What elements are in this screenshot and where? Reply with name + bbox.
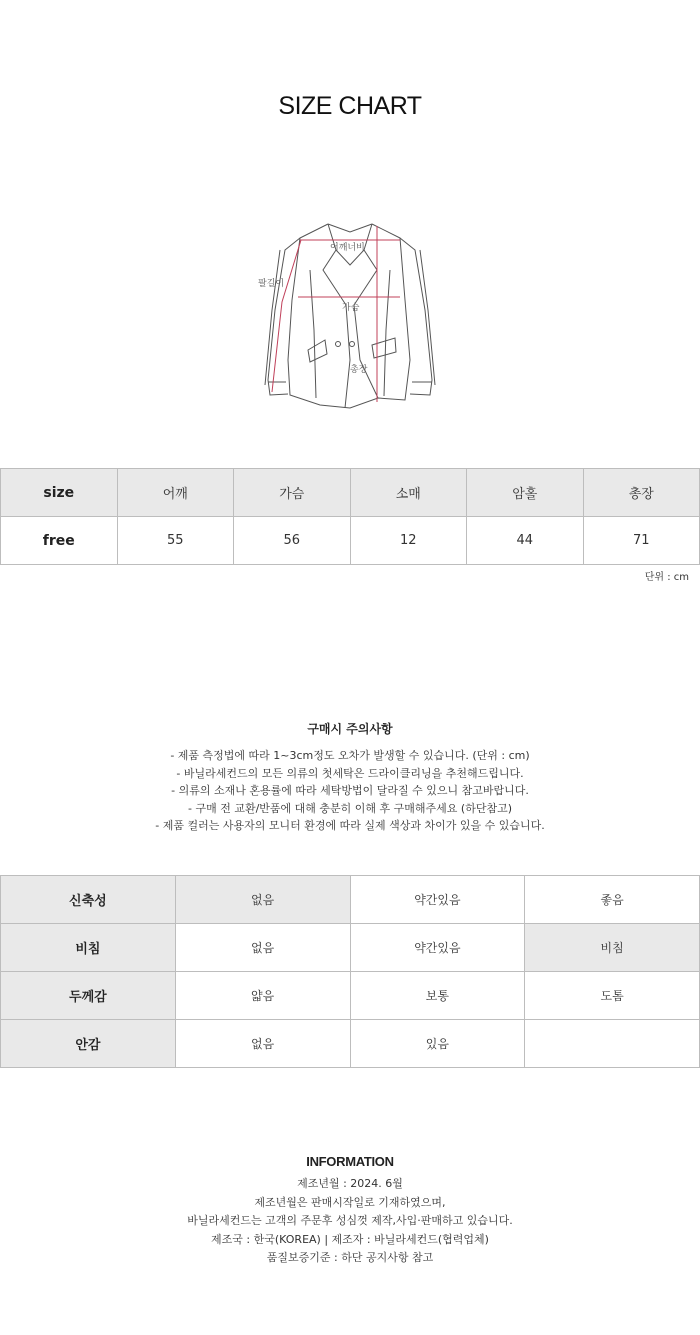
attr-row-lining (1, 1020, 700, 1068)
jacket-outline-illustration (250, 210, 450, 420)
note-line: - 제품 측정법에 따라 1~3cm정도 오차가 발생할 수 있습니다. (단위 : cm) (170, 749, 530, 762)
length-value-cell: 71 (583, 517, 700, 565)
info-line: 제조국 : 한국(KOREA) | 제조자 : 바닐라세컨드(협력업체) (211, 1232, 489, 1246)
armhole-value-cell: 44 (467, 517, 584, 565)
size-table-header-row (1, 469, 700, 517)
attr-option: 약간있음 (350, 876, 525, 924)
attr-label: 비침 (1, 924, 176, 972)
attr-option: 약간있음 (350, 924, 525, 972)
length-header-cell: 총장 (583, 469, 700, 517)
table-row (1, 517, 700, 565)
attr-row-stretch (1, 876, 700, 924)
shoulder-value-cell: 55 (117, 517, 234, 565)
note-line: - 의류의 소재나 혼용률에 따라 세탁방법이 달라질 수 있으니 참고바랍니다. (171, 784, 529, 797)
unit-label: 단위 : cm (644, 572, 689, 583)
attr-option: 좋음 (525, 876, 700, 924)
page-title: SIZE CHART (278, 92, 422, 120)
attr-row-thickness (1, 972, 700, 1020)
diagram-label-sleeve: 팔길이 (258, 279, 285, 289)
attr-label: 신축성 (1, 876, 176, 924)
info-line: 제조년월은 판매시작일로 기재하였으며, (254, 1195, 446, 1209)
note-line: - 제품 컬러는 사용자의 모니터 환경에 따라 실제 색상과 차이가 있을 수 있습니다. (155, 819, 545, 832)
attr-option: 없음 (175, 1020, 350, 1068)
information-title: INFORMATION (306, 1154, 394, 1169)
attr-row-sheerness (1, 924, 700, 972)
jacket-diagram (250, 210, 450, 420)
attr-label: 두께감 (1, 972, 176, 1020)
attr-option: 비침 (525, 924, 700, 972)
diagram-label-length: 총장 (350, 365, 368, 375)
notes-title: 구매시 주의사항 (307, 722, 393, 736)
size-header-cell: size (1, 469, 118, 517)
purchase-notes (0, 720, 700, 835)
size-value-cell: free (1, 517, 118, 565)
chest-header-cell: 가슴 (234, 469, 351, 517)
attr-option: 얇음 (175, 972, 350, 1020)
attr-option: 없음 (175, 876, 350, 924)
attr-option: 있음 (350, 1020, 525, 1068)
info-line: 제조년월 : 2024. 6월 (297, 1177, 403, 1190)
diagram-label-shoulder: 어깨너비 (330, 243, 365, 253)
info-line: 바닐라세컨드는 고객의 주문후 성심껏 제작,사입·판매하고 있습니다. (187, 1214, 513, 1227)
attr-label: 안감 (1, 1020, 176, 1068)
sleeve-value-cell: 12 (350, 517, 467, 565)
size-table (0, 468, 700, 565)
attr-option: 도톰 (525, 972, 700, 1020)
attr-option: 없음 (175, 924, 350, 972)
sleeve-header-cell: 소매 (350, 469, 467, 517)
chest-value-cell: 56 (234, 517, 351, 565)
info-line: 품질보증기준 : 하단 공지사항 참고 (266, 1251, 434, 1264)
information-section (0, 1154, 700, 1268)
armhole-header-cell: 암홀 (467, 469, 584, 517)
attr-option (525, 1020, 700, 1068)
diagram-label-chest: 가슴 (342, 303, 360, 313)
attr-option: 보통 (350, 972, 525, 1020)
fabric-attribute-table (0, 875, 700, 1068)
shoulder-header-cell: 어깨 (117, 469, 234, 517)
note-line: - 바닐라세컨드의 모든 의류의 첫세탁은 드라이클리닝을 추천해드립니다. (176, 766, 524, 780)
note-line: - 구매 전 교환/반품에 대해 충분히 이해 후 구매해주세요 (하단참고) (187, 801, 512, 815)
